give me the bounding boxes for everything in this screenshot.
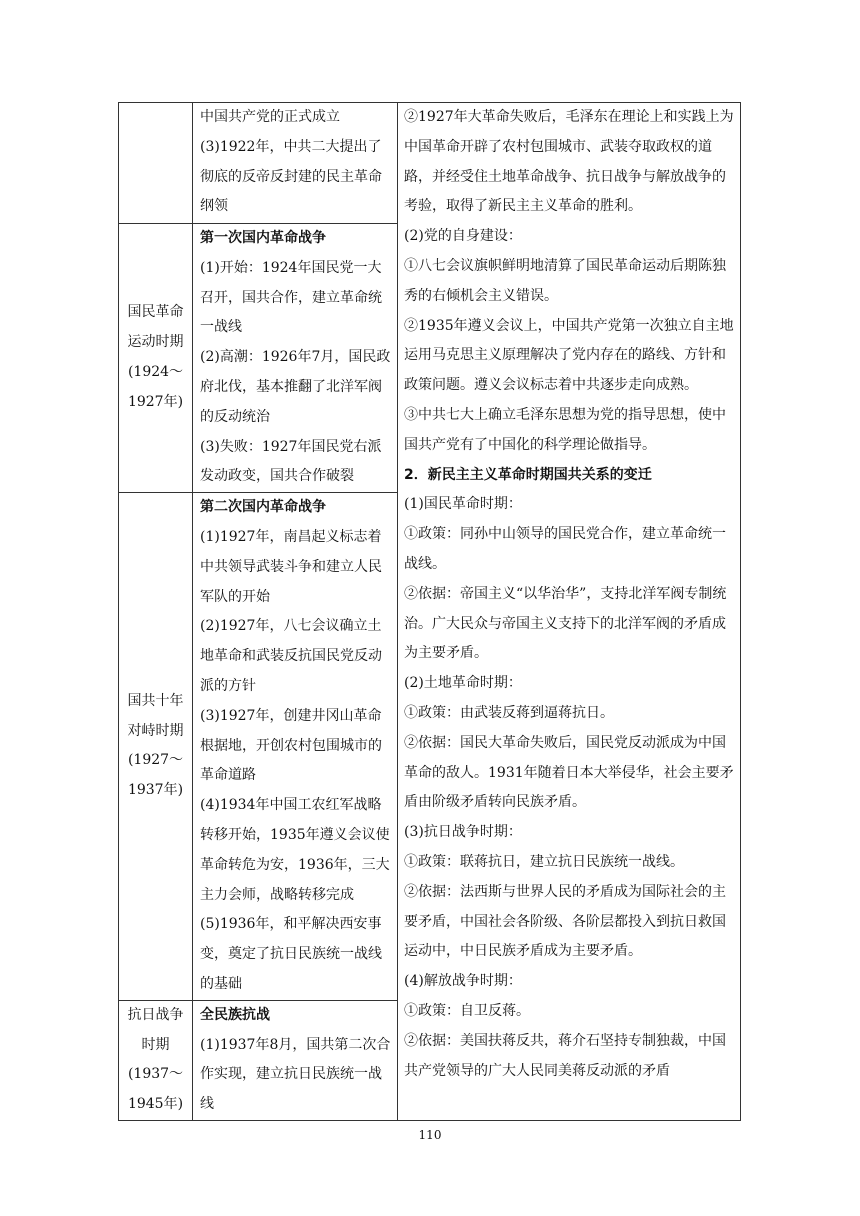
event-item: (4)1934年中国工农红军战略转移开始，1935年遵义会议使革命转危为安，1936年，三大主力会师，战略转移完成 [200,797,390,903]
section-heading: 2．新民主主义革命时期国共关系的变迁 [404,466,652,483]
analysis-paragraph: ②1935年遵义会议上，中国共产党第一次独立自主地运用马克思主义原理解决了党内存在的路线、方针和政策问题。遵义会议标志着中共逐步走向成熟。 [404,317,734,394]
analysis-column [398,103,741,1121]
events-cell-2 [193,493,398,1001]
events-heading: 全民族抗战 [200,1006,270,1023]
analysis-paragraph: ①政策：由武装反蒋到逼蒋抗日。 [404,704,614,721]
event-item: (1)1927年，南昌起义标志着中共领导武装斗争和建立人民军队的开始 [200,528,382,605]
analysis-paragraph: (3)抗日战争时期： [404,824,522,841]
period-cell-0 [119,103,193,224]
analysis-paragraph: ①八七会议旗帜鲜明地清算了国民革命运动后期陈独秀的右倾机会主义错误。 [404,257,726,304]
period-cell-3: 抗日战争时期(1937～1945年) [119,1000,193,1120]
event-item: (3)1922年，中共二大提出了彻底的反帝反封建的民主革命纲领 [200,138,382,215]
analysis-paragraph: ①政策：同孙中山领导的国民党合作，建立革命统一战线。 [404,526,726,572]
history-table [118,102,741,1121]
analysis-paragraph: ①政策：自卫反蒋。 [404,1002,530,1019]
period-cell-1: 国民革命运动时期(1924～1927年) [119,224,193,493]
analysis-paragraph: (2)党的自身建设： [404,228,522,245]
analysis-paragraph: ②1927年大革命失败后，毛泽东在理论上和实践上为中国革命开辟了农村包围城市、武装夺取政权的道路，并经受住土地革命战争、抗日战争与解放战争的考验，取得了新民主主义革命的胜利。 [404,109,734,215]
analysis-paragraph: ②依据：美国扶蒋反共，蒋介石坚持专制独裁，中国共产党领导的广大人民同美蒋反动派的矛盾 [404,1032,726,1079]
page-number: 110 [418,1128,442,1142]
event-item: (1)开始：1924年国民党一大召开，国共合作，建立革命统一战线 [200,259,382,336]
event-item: (1)1937年8月，国共第二次合作实现，建立抗日民族统一战线 [200,1036,391,1113]
analysis-paragraph: (2)土地革命时期： [404,675,522,692]
event-item: (2)高潮：1926年7月，国民政府北伐，基本推翻了北洋军阀的反动统治 [200,349,391,425]
analysis-paragraph: ③中共七大上确立毛泽东思想为党的指导思想，使中国共产党有了中国化的科学理论做指导。 [404,406,726,453]
analysis-paragraph: (4)解放战争时期： [404,973,522,990]
event-item: (2)1927年，八七会议确立土地革命和武装反抗国民党反动派的方针 [200,618,382,694]
analysis-paragraph: ②依据：国民大革命失败后，国民党反动派成为中国革命的敌人。1931年随着日本大举侵华，社会主要矛盾由阶级矛盾转向民族矛盾。 [404,734,734,811]
event-item: (5)1936年，和平解决西安事变，奠定了抗日民族统一战线的基础 [200,916,382,992]
period-cell-2: 国共十年对峙时期(1927～1937年) [119,493,193,1001]
events-heading: 第一次国内革命战争 [200,230,326,246]
analysis-paragraph: ②依据：帝国主义“以华治华”，支持北洋军阀专制统治。广大民众与帝国主义支持下的北洋军阀的矛盾成为主要矛盾。 [404,585,727,662]
event-item: 中国共产党的正式成立 [200,109,340,125]
events-heading: 第二次国内革命战争 [200,499,326,516]
events-cell-3 [193,1000,398,1120]
analysis-paragraph: ②依据：法西斯与世界人民的矛盾成为国际社会的主要矛盾，中国社会各阶级、各阶层都投入到抗日救国运动中，中日民族矛盾成为主要矛盾。 [404,883,726,960]
events-cell-0 [193,103,398,224]
event-item: (3)失败：1927年国民党右派发动政变，国共合作破裂 [200,438,382,485]
analysis-paragraph: (1)国民革命时期： [404,496,522,513]
event-item: (3)1927年，创建井冈山革命根据地，开创农村包围城市的革命道路 [200,707,382,784]
analysis-paragraph: ①政策：联蒋抗日，建立抗日民族统一战线。 [404,853,684,870]
events-cell-1 [193,224,398,493]
